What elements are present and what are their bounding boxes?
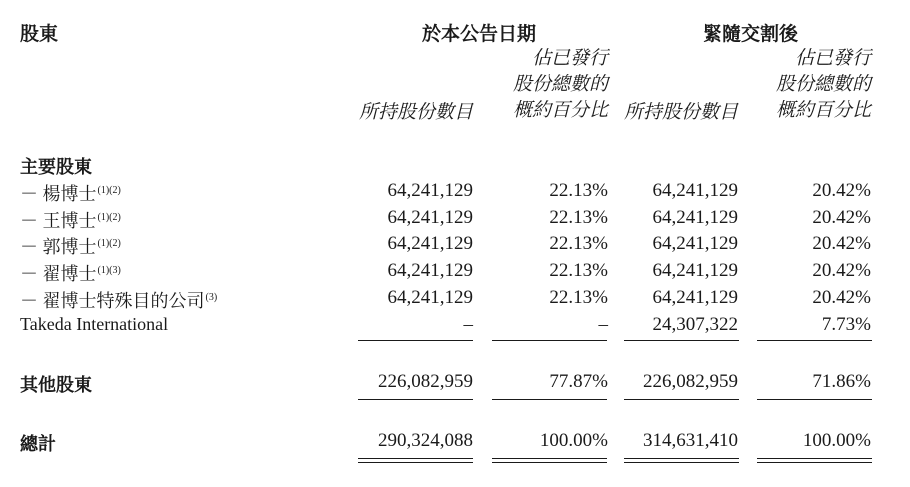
shares-a-cell: – <box>463 314 473 335</box>
shareholder-name-text: － 郭博士 <box>20 237 97 257</box>
shares-a-cell: 64,241,129 <box>387 233 473 254</box>
rule-b-pct <box>757 340 872 341</box>
shareholder-name-text: － 翟博士特殊目的公司 <box>20 291 205 311</box>
shares-a-cell: 64,241,129 <box>387 287 473 308</box>
major-shareholders-label: 主要股東 <box>20 157 92 178</box>
pct-b-cell: 20.42% <box>812 260 871 281</box>
shares-b-cell: 64,241,129 <box>652 233 738 254</box>
double-rule-a-pct <box>492 458 607 463</box>
rule-other-b-shares <box>624 399 739 400</box>
other-pct-b: 71.86% <box>812 371 871 392</box>
pct-a-cell: 22.13% <box>549 180 608 201</box>
shareholder-name-text: － 翟博士 <box>20 264 97 284</box>
pct-header-b-line2: 股份總數的 <box>775 74 871 95</box>
pct-header-a-line3: 概約百分比 <box>512 100 608 121</box>
total-shares-a: 290,324,088 <box>378 430 473 451</box>
shares-held-header-a: 所持股份數目 <box>358 102 473 123</box>
after-completion-header: 緊隨交割後 <box>703 23 799 45</box>
shares-held-header-b: 所持股份數目 <box>623 102 738 123</box>
pct-b-cell: 20.42% <box>812 180 871 201</box>
shareholder-name-text: － 楊博士 <box>20 184 97 204</box>
pct-b-cell: 7.73% <box>821 314 871 335</box>
shareholder-name-text: Takeda International <box>20 314 169 334</box>
pct-b-cell: 20.42% <box>812 233 871 254</box>
footnote-ref: (1)(2) <box>97 238 121 249</box>
other-pct-a: 77.87% <box>549 371 608 392</box>
shares-a-cell: 64,241,129 <box>387 260 473 281</box>
shareholder-name <box>20 287 217 313</box>
shares-a-cell: 64,241,129 <box>387 180 473 201</box>
pct-header-b <box>776 46 871 124</box>
rule-b-shares <box>624 340 739 341</box>
pct-header-a <box>513 46 608 124</box>
shares-b-cell: 64,241,129 <box>652 207 738 228</box>
shareholder-name <box>20 260 121 286</box>
pct-b-cell: 20.42% <box>812 287 871 308</box>
total-pct-a: 100.00% <box>539 430 608 451</box>
total-shares-b: 314,631,410 <box>643 430 738 451</box>
rule-a-pct <box>492 340 607 341</box>
shares-b-cell: 24,307,322 <box>652 314 738 335</box>
footnote-ref: (3) <box>205 292 218 303</box>
rule-other-a-pct <box>492 399 607 400</box>
shareholder-name <box>20 233 121 259</box>
as-of-announcement-header: 於本公告日期 <box>422 23 537 45</box>
double-rule-b-shares <box>624 458 739 463</box>
shares-a-cell: 64,241,129 <box>387 207 473 228</box>
shareholder-name <box>20 180 121 206</box>
shares-b-cell: 64,241,129 <box>652 287 738 308</box>
footnote-ref: (1)(2) <box>97 185 121 196</box>
footnote-ref: (1)(2) <box>97 212 121 223</box>
shareholder-name-text: － 王博士 <box>20 211 97 231</box>
shares-b-cell: 64,241,129 <box>652 260 738 281</box>
shareholder-name <box>20 314 168 335</box>
pct-a-cell: 22.13% <box>549 207 608 228</box>
footnote-ref: (1)(3) <box>97 265 121 276</box>
pct-header-a-line1: 佔已發行 <box>531 48 608 69</box>
pct-header-b-line3: 概約百分比 <box>775 100 871 121</box>
total-label: 總計 <box>20 434 56 455</box>
total-pct-b: 100.00% <box>802 430 871 451</box>
rule-a-shares <box>358 340 473 341</box>
shareholder-header: 股東 <box>20 23 59 45</box>
pct-a-cell: – <box>598 314 608 335</box>
pct-a-cell: 22.13% <box>549 287 608 308</box>
other-shares-a: 226,082,959 <box>378 371 473 392</box>
other-shareholders-label: 其他股東 <box>20 375 92 396</box>
rule-other-b-pct <box>757 399 872 400</box>
double-rule-a-shares <box>358 458 473 463</box>
rule-other-a-shares <box>358 399 473 400</box>
shares-b-cell: 64,241,129 <box>652 180 738 201</box>
pct-header-a-line2: 股份總數的 <box>512 74 608 95</box>
pct-header-b-line1: 佔已發行 <box>794 48 871 69</box>
pct-a-cell: 22.13% <box>549 233 608 254</box>
other-shares-b: 226,082,959 <box>643 371 738 392</box>
shareholder-name <box>20 207 121 233</box>
double-rule-b-pct <box>757 458 872 463</box>
pct-b-cell: 20.42% <box>812 207 871 228</box>
pct-a-cell: 22.13% <box>549 260 608 281</box>
